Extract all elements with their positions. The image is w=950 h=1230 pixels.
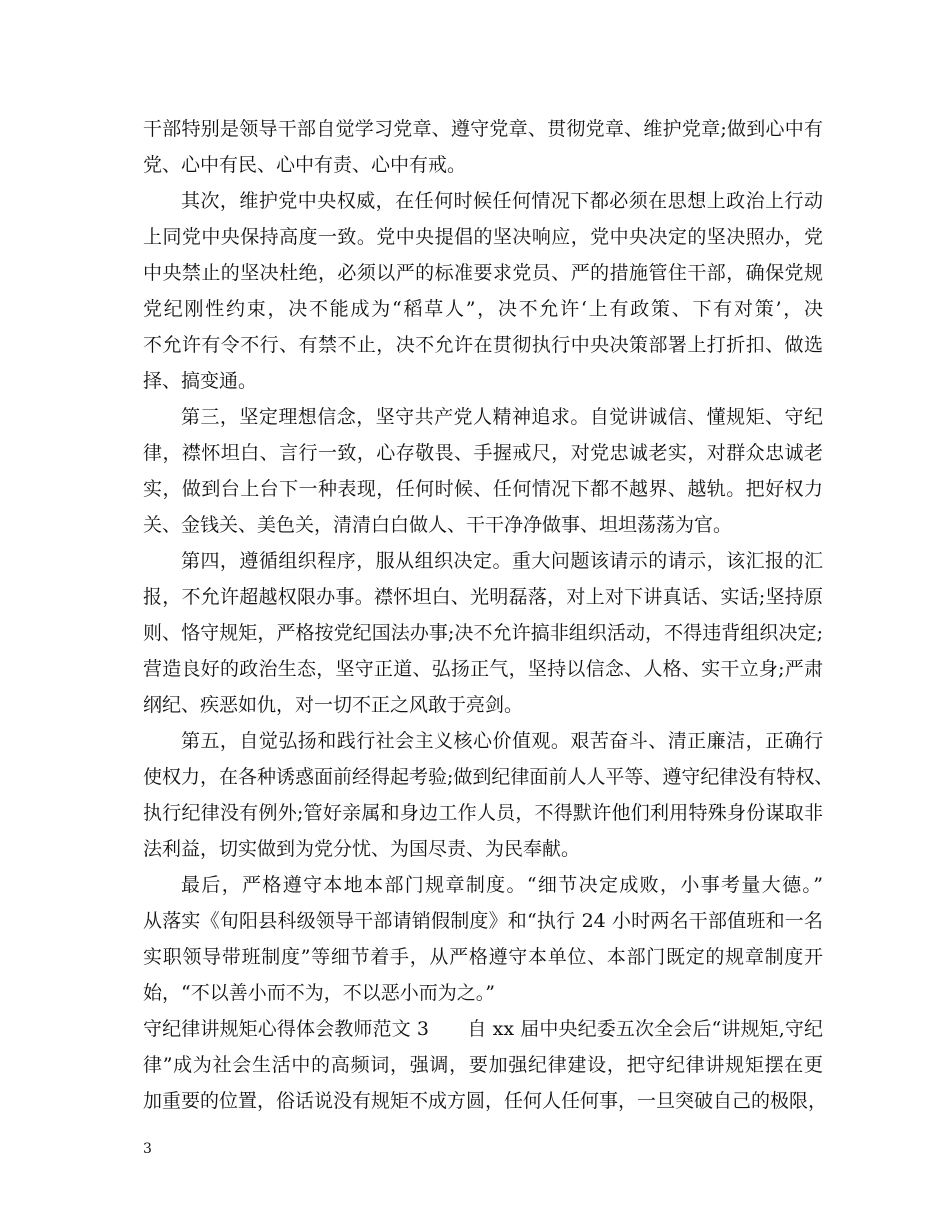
text-line: 法利益，切实做到为党分忧、为国尽责、为民奉献。 bbox=[143, 838, 581, 860]
text-line: 上同党中央保持高度一致。党中央提倡的坚决响应，党中央决定的坚决照办，党 bbox=[143, 226, 823, 248]
text-line: 加重要的位置，俗话说没有规矩不成方圆，任何人任何事，一旦突破自己的极限， bbox=[143, 1090, 828, 1112]
text-line: 纲纪、疾恶如仇，对一切不正之风敢于亮剑。 bbox=[143, 694, 524, 716]
text-line: 中央禁止的坚决杜绝，必须以严的标准要求党员、严的措施管住干部，确保党规 bbox=[143, 262, 823, 284]
text-line: 律，襟怀坦白、言行一致，心存敬畏、手握戒尺，对党忠诚老实，对群众忠诚老 bbox=[143, 442, 823, 464]
page-number: 3 bbox=[143, 1141, 152, 1157]
paragraph-start-line: 第五，自觉弘扬和践行社会主义核心价值观。艰苦奋斗、清正廉洁，正确行 bbox=[181, 730, 823, 752]
text-line: 则、恪守规矩，严格按党纪国法办事;决不允许搞非组织活动，不得违背组织决定; bbox=[143, 622, 823, 644]
text-line: 营造良好的政治生态，坚守正道、弘扬正气，坚持以信念、人格、实干立身;严肃 bbox=[143, 658, 823, 680]
text-line: 不允许有令不行、有禁不止，决不允许在贯彻执行中央决策部署上打折扣、做选 bbox=[143, 334, 823, 356]
text-line: 关、金钱关、美色关，清清白白做人、干干净净做事、坦坦荡荡为官。 bbox=[143, 514, 733, 536]
text-line: 择、搞变通。 bbox=[143, 370, 258, 392]
text-line: 实，做到台上台下一种表现，任何时候、任何情况下都不越界、越轨。把好权力 bbox=[143, 478, 823, 500]
text-line: 党、心中有民、心中有责、心中有戒。 bbox=[143, 154, 467, 176]
text-line: 从落实《旬阳县科级领导干部请销假制度》和“执行 24 小时两名干部值班和一名 bbox=[143, 910, 823, 932]
text-line: 使权力，在各种诱惑面前经得起考验;做到纪律面前人人平等、遵守纪律没有特权、 bbox=[143, 766, 834, 788]
paragraph-start-line: 第三，坚定理想信念，坚守共产党人精神追求。自觉讲诚信、懂规矩、守纪 bbox=[181, 406, 823, 428]
text-line: 始，“不以善小而不为，不以恶小而为之。” bbox=[143, 982, 495, 1004]
text-line: 实职领导带班制度”等细节着手，从严格遵守本单位、本部门既定的规章制度开 bbox=[143, 946, 823, 968]
paragraph-start-line: 其次，维护党中央权威，在任何时候任何情况下都必须在思想上政治上行动 bbox=[181, 190, 823, 212]
paragraph-start-line: 最后，严格遵守本地本部门规章制度。“细节决定成败，小事考量大德。” bbox=[181, 874, 823, 896]
paragraph-start-line: 第四，遵循组织程序，服从组织决定。重大问题该请示的请示，该汇报的汇 bbox=[181, 550, 823, 572]
text-line: 律”成为社会生活中的高频词，强调，要加强纪律建设，把守纪律讲规矩摆在更 bbox=[143, 1054, 823, 1076]
text-line: 干部特别是领导干部自觉学习党章、遵守党章、贯彻党章、维护党章;做到心中有 bbox=[143, 118, 823, 140]
text-line: 报，不允许超越权限办事。襟怀坦白、光明磊落，对上对下讲真话、实话;坚持原 bbox=[143, 586, 823, 608]
text-line: 执行纪律没有例外;管好亲属和身边工作人员，不得默许他们利用特殊身份谋取非 bbox=[143, 802, 823, 824]
section-heading-line: 守纪律讲规矩心得体会教师范文 3 自 xx 届中央纪委五次全会后“讲规矩,守纪 bbox=[143, 1018, 823, 1040]
text-line: 党纪刚性约束，决不能成为“稻草人”，决不允许‘上有政策、下有对策’，决 bbox=[143, 298, 823, 320]
